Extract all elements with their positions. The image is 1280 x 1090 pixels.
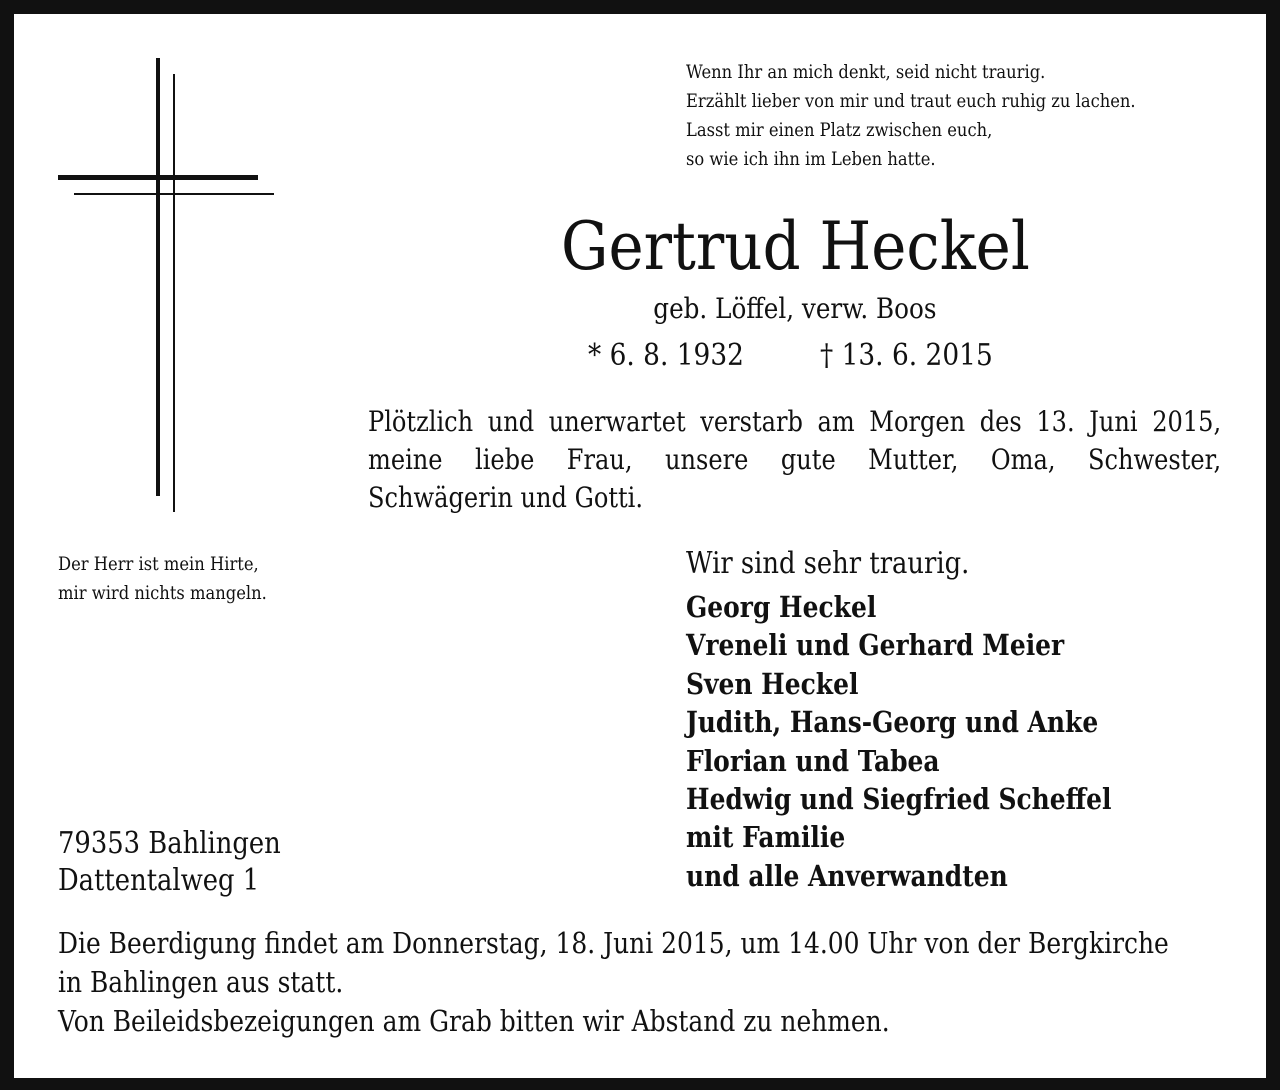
cross-vertical-thin-bar xyxy=(173,74,175,512)
mourner-name: Judith, Hans-Georg und Anke xyxy=(686,705,1099,740)
cross-vertical-bar xyxy=(156,58,160,496)
funeral-line: in Bahlingen aus statt. xyxy=(58,965,344,999)
poem-line: Erzählt lieber von mir und traut euch ruhig zu lachen. xyxy=(686,90,1136,112)
announcement-line: meine liebe Frau, unsere gute Mutter, Oma, Schwester, xyxy=(368,443,1222,476)
deceased-name xyxy=(400,207,1190,287)
funeral-line: Von Beileidsbezeigungen am Grab bitten wir Abstand zu nehmen. xyxy=(58,1004,890,1038)
cross-horizontal-bar xyxy=(58,175,258,180)
death-date xyxy=(820,336,1016,376)
psalm-line: mir wird nichts mangeln. xyxy=(58,582,267,604)
mourning-line xyxy=(686,544,1015,584)
psalm-line: Der Herr ist mein Hirte, xyxy=(58,553,259,575)
poem-line: Lasst mir einen Platz zwischen euch, xyxy=(686,119,993,141)
address xyxy=(58,825,317,899)
psalm-quote xyxy=(58,550,301,608)
birth-date xyxy=(588,336,765,376)
mourner-name: Georg Heckel xyxy=(686,590,877,624)
deceased-name-text: Gertrud Heckel xyxy=(560,208,1030,285)
announcement-line: Plötzlich und unerwartet verstarb am Morgen des 13. Juni 2015, xyxy=(368,405,1222,438)
birth-date-text: * 6. 8. 1932 xyxy=(588,338,744,373)
poem-line: Wenn Ihr an mich denkt, seid nicht traurig. xyxy=(686,61,1046,83)
funeral-line: Die Beerdigung findet am Donnerstag, 18. Juni 2015, um 14.00 Uhr von der Bergkirche xyxy=(58,926,1169,960)
maiden-names xyxy=(400,290,1190,328)
death-announcement xyxy=(368,403,1221,517)
poem-line: so wie ich ihn im Leben hatte. xyxy=(686,148,936,170)
mourners-list xyxy=(686,588,1181,895)
mourner-name: Vreneli und Gerhard Meier xyxy=(686,628,1065,663)
cross-horizontal-thin-bar xyxy=(74,193,274,195)
poem-quote xyxy=(686,58,1209,174)
funeral-info xyxy=(58,924,1280,1041)
mourner-name: mit Familie xyxy=(686,820,846,855)
address-city: 79353 Bahlingen xyxy=(58,826,281,861)
announcement-line: Schwägerin und Gotti. xyxy=(368,481,644,514)
mourning-line-text: Wir sind sehr traurig. xyxy=(686,546,970,581)
mourner-name: Sven Heckel xyxy=(686,666,859,701)
mourner-name: Florian und Tabea xyxy=(686,743,940,778)
maiden-names-text: geb. Löffel, verw. Boos xyxy=(653,292,937,325)
mourner-name: Hedwig und Siegfried Scheffel xyxy=(686,782,1112,817)
address-street: Dattentalweg 1 xyxy=(58,863,260,898)
mourner-name: und alle Anverwandten xyxy=(686,858,1008,893)
death-date-text: † 13. 6. 2015 xyxy=(820,338,993,373)
